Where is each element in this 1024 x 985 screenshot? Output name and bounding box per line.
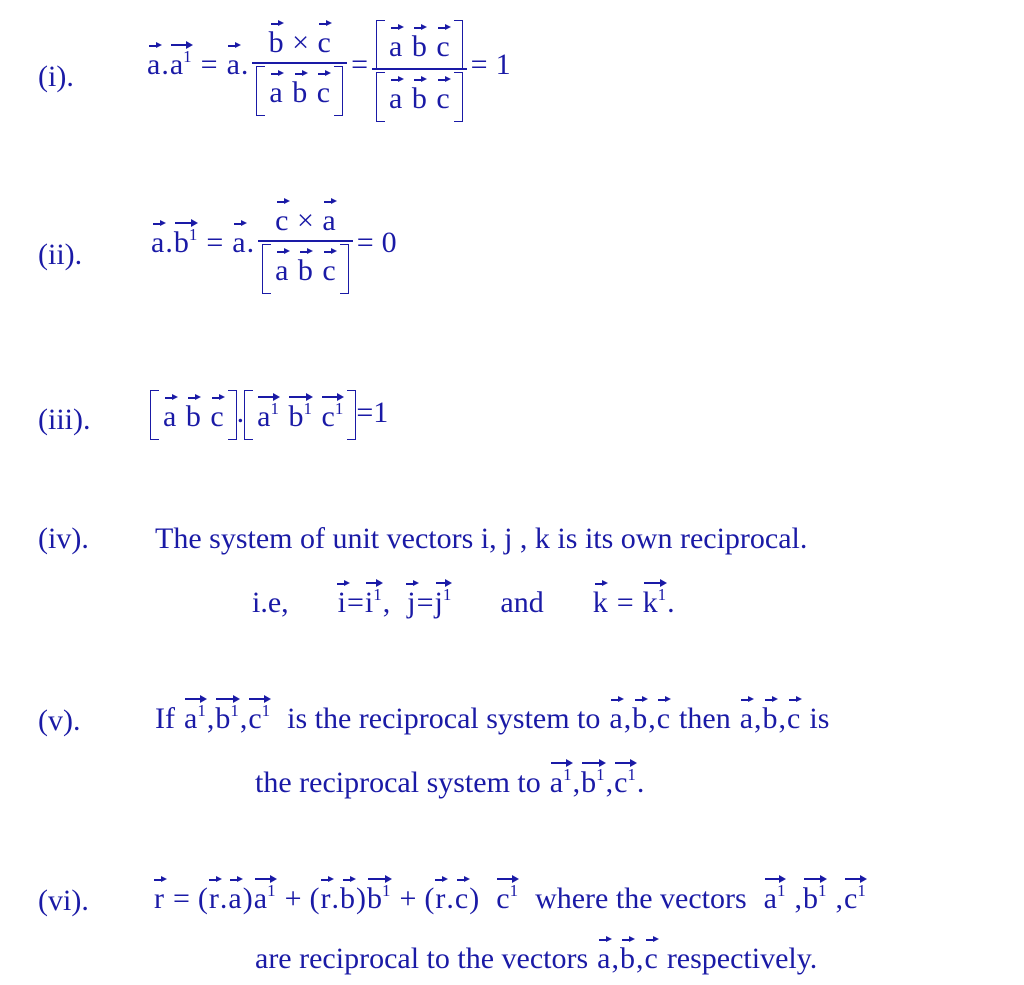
iv-ie-line: i.e, i = $i^1$ , j = $j^1$ and k = $k^1$ .: [252, 585, 675, 619]
fraction-bxc-over-abc: $\frac{b \times c}{\text{a b c}}$: [252, 20, 347, 110]
box-product-abc: a b c: [376, 74, 463, 116]
vi-line-2: are reciprocal to the vectors a , b , c respectively.: [255, 942, 818, 975]
formula-ii: a . $b^1$ = a . $\frac{c \times a}{\text{a b c}}$ = 0: [150, 198, 397, 288]
box-product-abc: a b c: [150, 392, 237, 434]
item-label-iii: (iii).: [38, 403, 91, 436]
formula-i: a . $a^1$ = a . $\frac{b \times c}{\text{a b c}}$ = $\frac{\text{a b c}}{\text{a b c}}$ = 1: [146, 14, 511, 116]
v-line-1: If $a^1$ , $b^1$ , $c^1$ is the reciprocal system to a , b , c then a , b , c is: [155, 701, 830, 735]
item-label-ii: (ii).: [38, 238, 83, 271]
formula-iii: a b c . $a^1$ $b^1$ $c^1$ = 1: [150, 392, 388, 434]
item-label-vi: (vi).: [38, 884, 89, 917]
box-product-abc: a b c: [376, 22, 463, 64]
iv-statement: The system of unit vectors i, j , k is its own reciprocal.: [155, 522, 808, 555]
item-label-i: (i).: [38, 60, 74, 93]
vec-a: a: [147, 48, 161, 81]
item-label-v: (v).: [38, 704, 81, 737]
box-product-abc: a b c: [262, 246, 349, 288]
vi-line-1: r = ( r . a ) $a^1$ + ( r . b ) $b^1$ + ( r . c ) $c^1$ where the vectors $a^1$ , $b^1$ , $c^1$: [154, 881, 866, 915]
v-line-2: the reciprocal system to $a^1$ , $b^1$ , $c^1$ .: [255, 765, 645, 799]
fraction-abc-over-abc: [372, 14, 467, 116]
vec-b-recip: $b^1$: [173, 225, 198, 259]
fraction-cxa-over-abc: $\frac{c \times a}{\text{a b c}}$: [258, 198, 353, 288]
box-product-recip: $a^1$ $b^1$ $c^1$: [244, 392, 356, 434]
box-product-abc: a b c: [256, 68, 343, 110]
vec-a-recip: $a^1$: [169, 47, 192, 81]
item-label-iv: (iv).: [38, 522, 89, 555]
